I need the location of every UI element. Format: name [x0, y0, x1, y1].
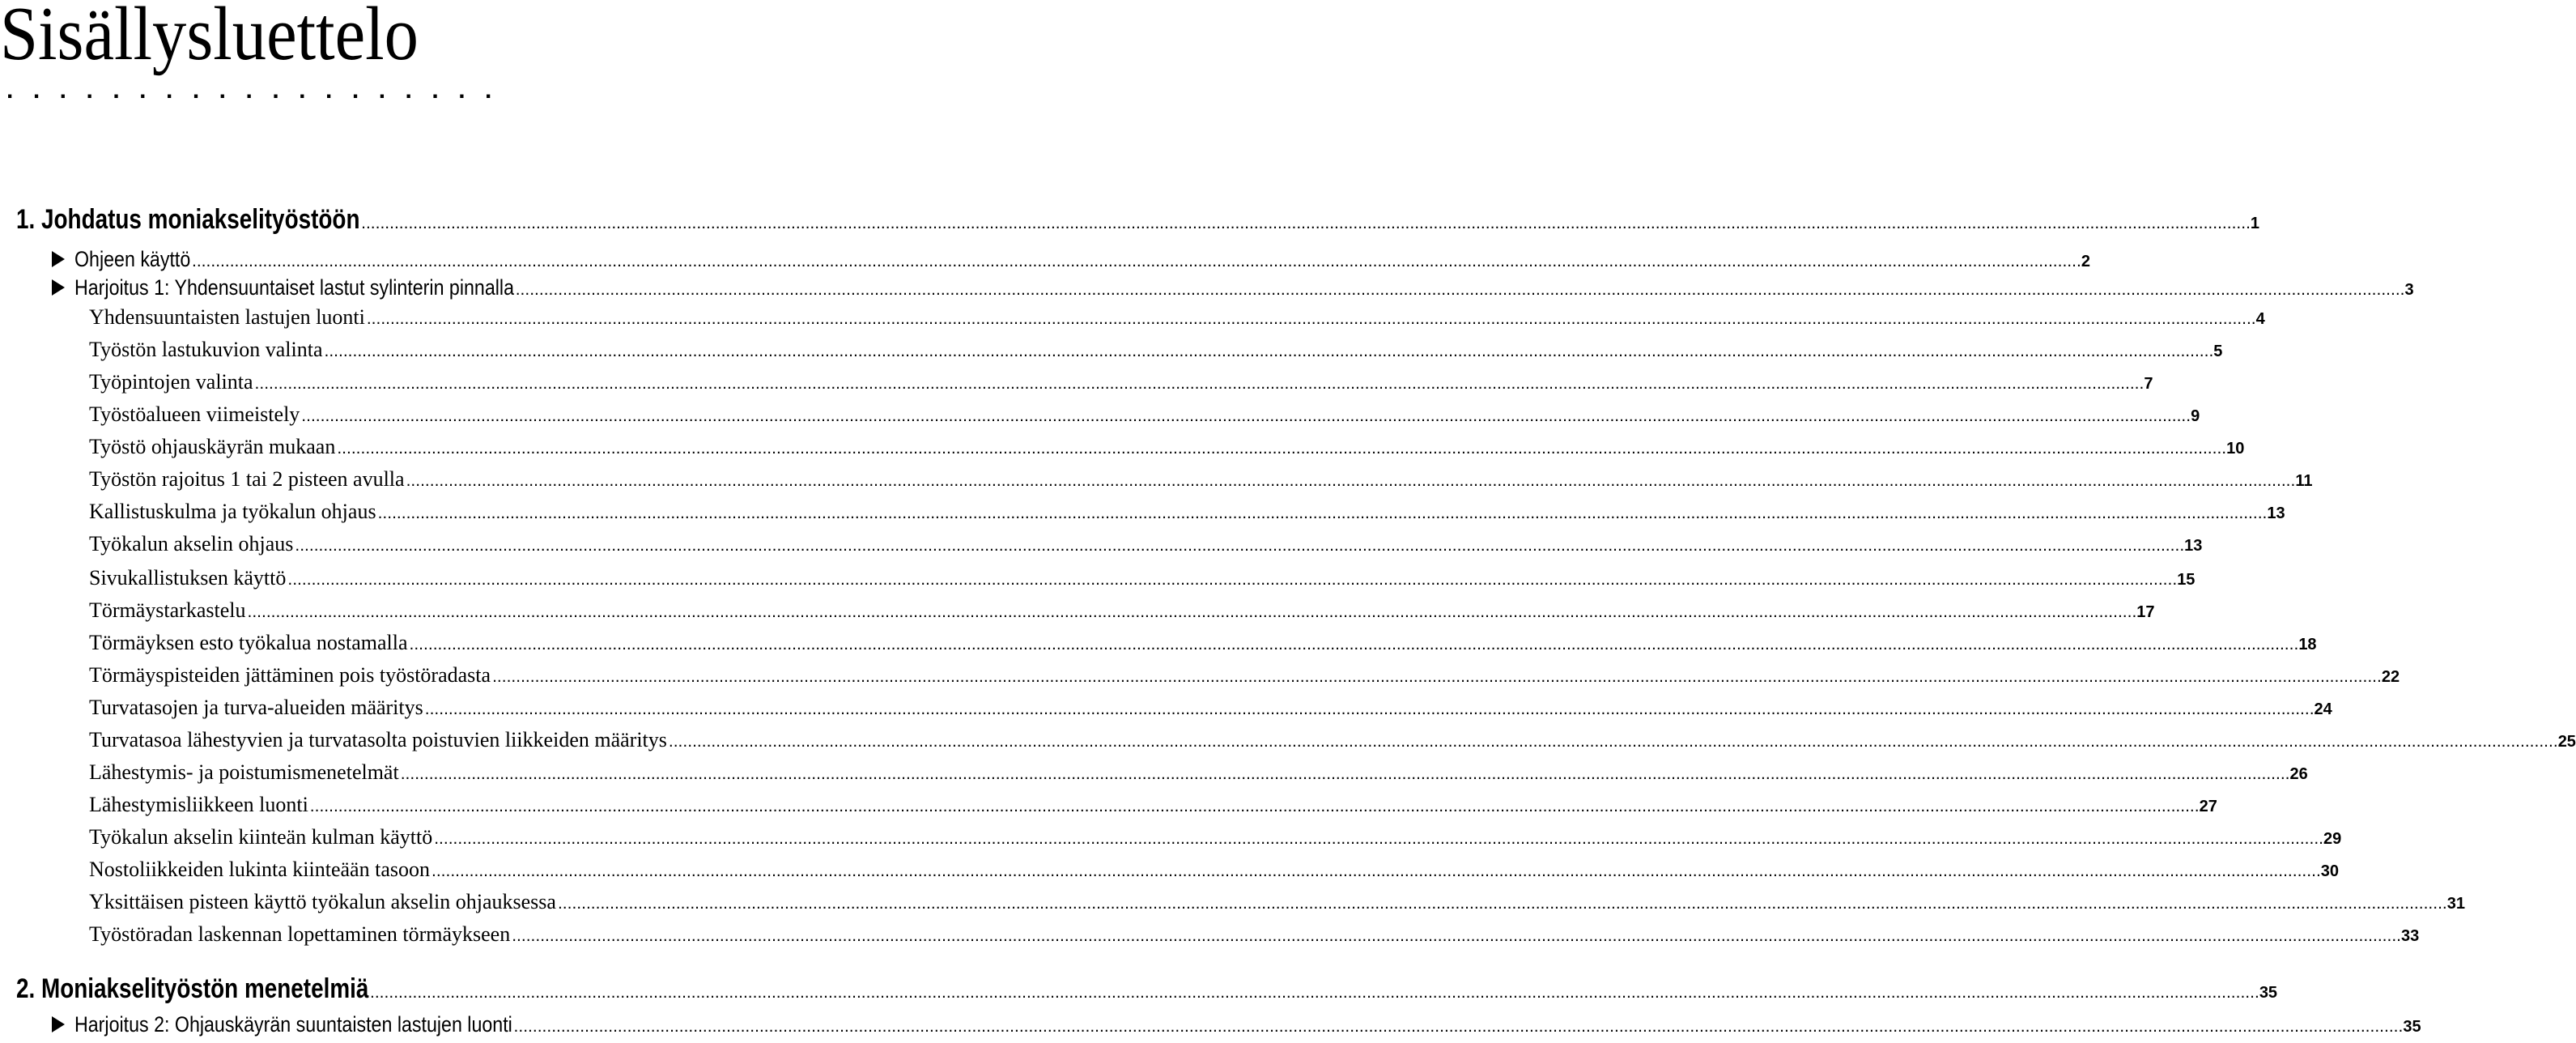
toc-entry[interactable] [89, 659, 2400, 692]
toc-entry[interactable] [74, 1008, 2421, 1041]
entry-title: Työstö ohjauskäyrän mukaan [89, 435, 336, 458]
entry-title: Lähestymisliikkeen luonti [89, 793, 308, 816]
entry-title: Lähestymis- ja poistumismenetelmät [89, 760, 399, 784]
page-number: 35 [2403, 1018, 2421, 1036]
entry-title: Yksittäisen pisteen käyttö työkalun akselin ohjauksessa [89, 890, 556, 913]
entry-title: Työkalun akselin kiinteän kulman käyttö [89, 825, 433, 849]
toc-entry[interactable] [89, 854, 2340, 886]
dot-leader: ................................................................................................................................................................................................................................................................................................................................................................................................................ [254, 374, 2145, 393]
toc-entry[interactable] [89, 562, 2196, 594]
page-number: 4 [2255, 310, 2265, 328]
toc-entry[interactable] [89, 398, 2200, 431]
entry-title: Työstöradan laskennan lopettaminen törmäykseen [89, 922, 511, 946]
page-number: 29 [2323, 830, 2342, 848]
entry-title: Sivukallistuksen käyttö [89, 566, 287, 590]
entry-title: Kallistuskulma ja työkalun ohjaus [89, 500, 376, 523]
page-number: 33 [2401, 927, 2420, 945]
dot-leader: ................................................................................................................................................................................................................................................................................................................................................................................................................ [295, 536, 2185, 555]
page-title: Sisällysluettelo [0, 0, 419, 76]
page-number: 18 [2298, 636, 2317, 653]
dot-leader: ................................................................................................................................................................................................................................................................................................................................................................................................................ [424, 700, 2315, 718]
toc-entry[interactable] [89, 627, 2317, 659]
page-number: 1 [2250, 215, 2260, 232]
dot-leader: ................................................................................................................................................................................................................................................................................................................................................................................................................ [192, 252, 2081, 270]
page-number: 15 [2177, 571, 2196, 589]
dot-leader: ................................................................................................................................................................................................................................................................................................................................................................................................................ [287, 570, 2178, 589]
entry-title: Turvatasojen ja turva-alueiden määritys [89, 696, 423, 719]
page-number: 25 [2557, 733, 2576, 751]
triangle-bullet-icon [52, 279, 65, 296]
toc-entry[interactable] [89, 692, 2332, 724]
toc-entry[interactable] [89, 724, 2576, 756]
toc-chapter-entry[interactable] [16, 201, 2260, 238]
page-number: 5 [2213, 343, 2223, 360]
dot-leader: ................................................................................................................................................................................................................................................................................................................................................................................................................ [434, 829, 2323, 848]
toc-entry[interactable] [74, 271, 2414, 304]
entry-title: Turvatasoa lähestyvien ja turvatasolta poistuvien liikkeiden määritys [89, 728, 667, 751]
toc-entry[interactable] [89, 886, 2465, 918]
page-number: 11 [2295, 472, 2313, 490]
entry-title: Työstöalueen viimeistely [89, 402, 300, 426]
page-number: 9 [2191, 407, 2200, 425]
dot-leader: ................................................................................................................................................................................................................................................................................................................................................................................................................ [324, 342, 2214, 360]
dot-leader: ................................................................................................................................................................................................................................................................................................................................................................................................................ [301, 407, 2191, 425]
page-number: 24 [2314, 700, 2332, 718]
entry-title: Työstön rajoitus 1 tai 2 pisteen avulla [89, 467, 405, 491]
page-number: 10 [2226, 440, 2245, 458]
toc-entry[interactable] [89, 789, 2217, 821]
chapter-title: 2. Moniakselityöstön menetelmiä [16, 973, 369, 1004]
page-number: 7 [2144, 375, 2153, 393]
dot-leader: ................................................................................................................................................................................................................................................................................................................................................................................................................ [512, 926, 2401, 945]
entry-title: Törmäystarkastelu [89, 598, 246, 622]
triangle-bullet-icon [52, 1016, 65, 1032]
dot-leader: ................................................................................................................................................................................................................................................................................................................................................................................................................ [400, 764, 2290, 783]
dot-leader: ................................................................................................................................................................................................................................................................................................................................................................................................................ [513, 1017, 2404, 1036]
toc-entry[interactable] [89, 496, 2285, 528]
toc-entry[interactable] [74, 243, 2090, 275]
dot-leader: ................................................................................................................................................................................................................................................................................................................................................................................................................ [431, 862, 2321, 880]
dot-leader: ................................................................................................................................................................................................................................................................................................................................................................................................................ [406, 471, 2296, 490]
toc-chapter-entry[interactable] [16, 970, 2278, 1007]
dot-leader: ................................................................................................................................................................................................................................................................................................................................................................................................................ [337, 439, 2227, 458]
toc-entry[interactable] [89, 918, 2420, 951]
chapter-title: 1. Johdatus moniakselityöstöön [16, 204, 360, 235]
toc-entry[interactable] [89, 301, 2265, 334]
page-number: 31 [2446, 895, 2465, 913]
toc-entry[interactable] [89, 463, 2313, 496]
page-number: 26 [2289, 765, 2308, 783]
toc-entry[interactable] [89, 334, 2223, 366]
entry-title: Harjoitus 1: Yhdensuuntaiset lastut sylinterin pinnalla [74, 275, 514, 300]
page-number: 2 [2081, 253, 2090, 270]
dot-leader: ................................................................................................................................................................................................................................................................................................................................................................................................................ [492, 667, 2382, 686]
page-number: 13 [2267, 504, 2285, 522]
toc-entry[interactable] [89, 431, 2245, 463]
entry-title: Harjoitus 2: Ohjauskäyrän suuntaisten lastujen luonti [74, 1012, 512, 1037]
title-dot-rule: ................... [6, 77, 512, 104]
page-number: 35 [2259, 984, 2278, 1002]
dot-leader: ................................................................................................................................................................................................................................................................................................................................................................................................................ [309, 797, 2200, 815]
dot-leader: ................................................................................................................................................................................................................................................................................................................................................................................................................ [409, 635, 2299, 653]
page-number: 3 [2404, 281, 2414, 299]
dot-leader: ................................................................................................................................................................................................................................................................................................................................................................................................................ [515, 280, 2405, 299]
dot-leader: ................................................................................................................................................................................................................................................................................................................................................................................................................ [370, 983, 2259, 1002]
entry-title: Työpintojen valinta [89, 370, 253, 394]
page-number: 13 [2184, 537, 2203, 555]
entry-title: Törmäyspisteiden jättäminen pois työstöradasta [89, 663, 491, 687]
entry-title: Nostoliikkeiden lukinta kiinteään tasoon [89, 858, 430, 881]
entry-title: Törmäyksen esto työkalua nostamalla [89, 631, 408, 654]
entry-title: Työkalun akselin ohjaus [89, 532, 294, 556]
toc-entry[interactable] [89, 594, 2155, 627]
dot-leader: ................................................................................................................................................................................................................................................................................................................................................................................................................ [668, 732, 2558, 751]
dot-leader: ................................................................................................................................................................................................................................................................................................................................................................................................................ [361, 214, 2251, 232]
toc-entry[interactable] [89, 821, 2342, 854]
toc-entry[interactable] [89, 528, 2203, 560]
toc-entry[interactable] [89, 756, 2308, 789]
page-number: 27 [2199, 798, 2217, 815]
entry-title: Yhdensuuntaisten lastujen luonti [89, 305, 365, 329]
page-number: 30 [2320, 862, 2340, 880]
page-number: 22 [2381, 668, 2400, 686]
entry-title: Ohjeen käyttö [74, 247, 191, 271]
dot-leader: ................................................................................................................................................................................................................................................................................................................................................................................................................ [366, 309, 2256, 328]
dot-leader: ................................................................................................................................................................................................................................................................................................................................................................................................................ [557, 894, 2447, 913]
entry-title: Työstön lastukuvion valinta [89, 338, 323, 361]
page-number: 17 [2136, 603, 2155, 621]
toc-entry[interactable] [89, 366, 2153, 398]
triangle-bullet-icon [52, 251, 65, 267]
dot-leader: ................................................................................................................................................................................................................................................................................................................................................................................................................ [377, 504, 2268, 522]
dot-leader: ................................................................................................................................................................................................................................................................................................................................................................................................................ [247, 602, 2137, 621]
